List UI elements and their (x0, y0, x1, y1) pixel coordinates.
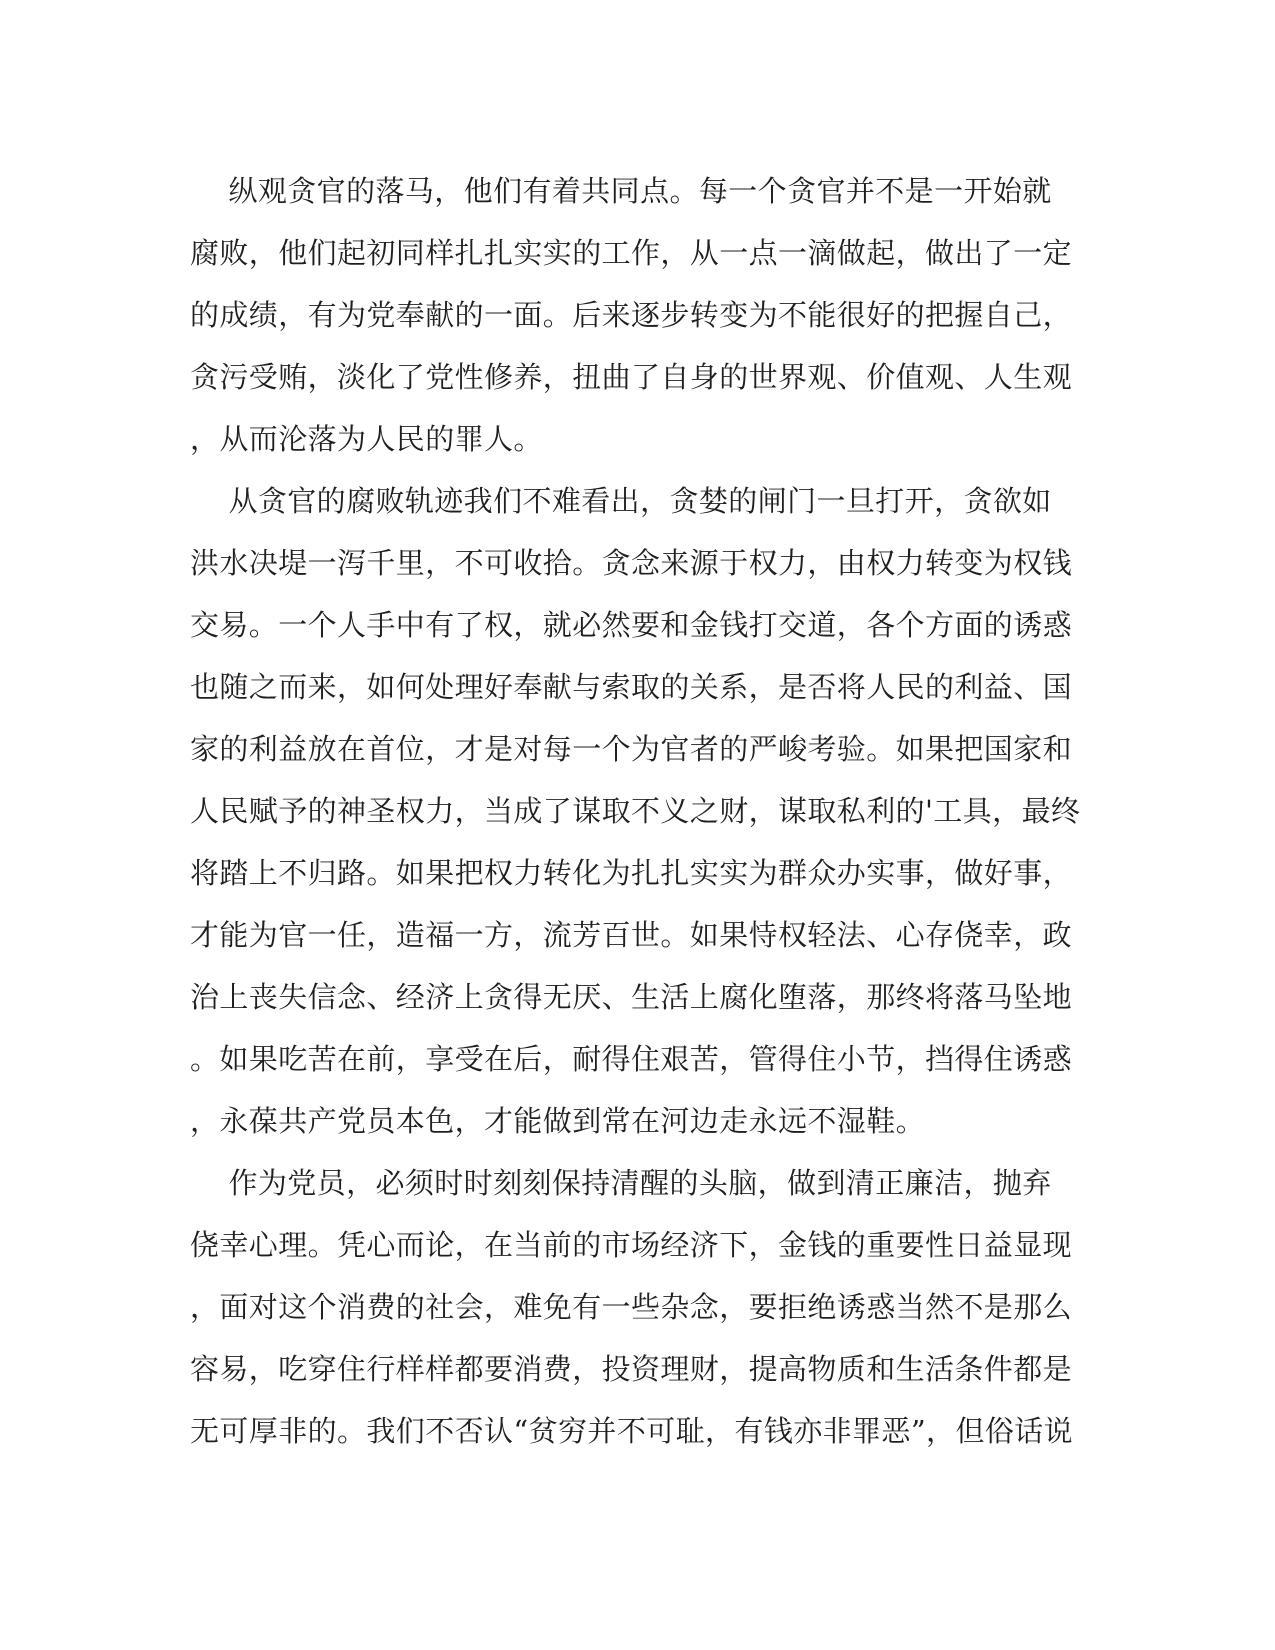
text-line: ，面对这个消费的社会，难免有一些杂念，要拒绝诱惑当然不是那么 (190, 1290, 1073, 1324)
text-line: 家的利益放在首位，才是对每一个为官者的严峻考验。如果把国家和 (190, 732, 1073, 766)
paragraph-3 (190, 1152, 1074, 1462)
text-line: 治上丧失信念、经济上贪得无厌、生活上腐化堕落，那终将落马坠地 (190, 980, 1073, 1014)
document-body (190, 160, 1081, 1462)
text-line: 贪污受贿，淡化了党性修养，扭曲了自身的世界观、价值观、人生观 (190, 360, 1073, 394)
paragraph-2 (190, 470, 1081, 1152)
text-line: 侥幸心理。凭心而论，在当前的市场经济下，金钱的重要性日益显现 (190, 1228, 1073, 1262)
text-line: ，永葆共产党员本色，才能做到常在河边走永远不湿鞋。 (190, 1104, 926, 1138)
text-line: 无可厚非的。我们不否认“贫穷并不可耻，有钱亦非罪恶”，但俗话说 (190, 1414, 1074, 1448)
text-line: 的成绩，有为党奉献的一面。后来逐步转变为不能很好的把握自己， (190, 298, 1073, 332)
text-line: 洪水决堤一泻千里，不可收拾。贪念来源于权力，由权力转变为权钱 (190, 546, 1073, 580)
text-line: 将踏上不归路。如果把权力转化为扎扎实实为群众办实事，做好事， (190, 856, 1073, 890)
text-line: 人民赋予的神圣权力，当成了谋取不义之财，谋取私利的'工具，最终 (190, 794, 1081, 828)
paragraph-1 (190, 160, 1073, 470)
text-line: 作为党员，必须时时刻刻保持清醒的头脑，做到清正廉洁，抛弃 (190, 1166, 1052, 1200)
text-line: 从贪官的腐败轨迹我们不难看出，贪婪的闸门一旦打开，贪欲如 (190, 484, 1052, 518)
text-line: 交易。一个人手中有了权，就必然要和金钱打交道，各个方面的诱惑 (190, 608, 1073, 642)
text-line: 才能为官一任，造福一方，流芳百世。如果恃权轻法、心存侥幸，政 (190, 918, 1073, 952)
text-line: 。如果吃苦在前，享受在后，耐得住艰苦，管得住小节，挡得住诱惑 (190, 1042, 1073, 1076)
text-line: 容易，吃穿住行样样都要消费，投资理财，提高物质和生活条件都是 (190, 1352, 1073, 1386)
text-line: 腐败，他们起初同样扎扎实实的工作，从一点一滴做起，做出了一定 (190, 236, 1073, 270)
text-line: 也随之而来，如何处理好奉献与索取的关系，是否将人民的利益、国 (190, 670, 1073, 704)
text-line: 纵观贪官的落马，他们有着共同点。每一个贪官并不是一开始就 (190, 174, 1052, 208)
text-line: ，从而沦落为人民的罪人。 (190, 422, 543, 456)
